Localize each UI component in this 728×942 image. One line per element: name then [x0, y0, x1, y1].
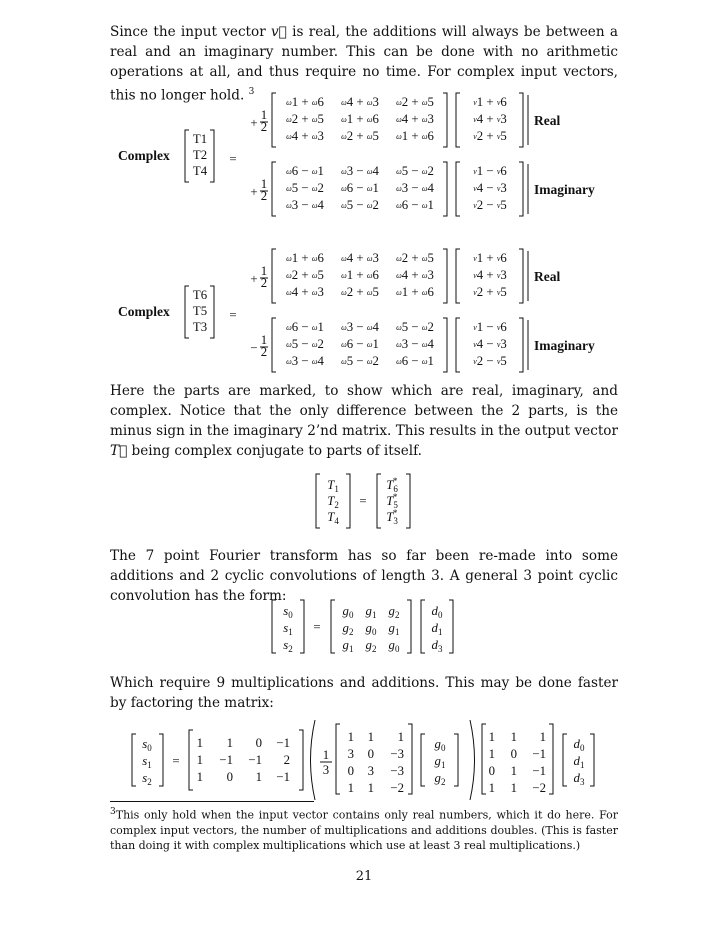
eq5-B-cell: 1 — [367, 781, 374, 795]
eq5-lhs-entry: $s_1$ — [142, 754, 152, 770]
eq4-matrix-cell: $g_1$ — [365, 604, 377, 620]
eq3-lhs-entry: $T_1$ — [327, 478, 339, 494]
eq5-lhs-left-bracket — [132, 734, 136, 786]
eq1-imaginary-sign: + — [250, 185, 258, 199]
eq5-B-cell: −3 — [390, 747, 404, 761]
eq4-vector-right-bracket — [449, 600, 453, 653]
paragraph-factoring: Which require 9 multiplications and additions. This may be done faster by factoring the matrix: — [110, 675, 618, 711]
eq3-rhs-entry: $T_5*$ — [386, 492, 398, 510]
eq2-imaginary-vector-cell: v1 − v6 — [473, 320, 507, 334]
eq4-lhs-left-bracket — [272, 600, 276, 653]
eq5-third-numerator: 1 — [322, 748, 330, 762]
eq1-lhs-entry: T1 — [192, 132, 208, 146]
eq2-lhs-entry: T6 — [192, 288, 208, 302]
eq1-real-half-numerator: 1 — [260, 108, 268, 122]
eq5-equals: = — [172, 754, 180, 768]
eq1-real-matrix-cell: ω2 + ω5 — [286, 112, 324, 126]
eq3-rhs-entry: $T_6*$ — [386, 476, 398, 494]
eq1-imaginary-vector-right-bracket — [519, 162, 523, 216]
eq2-real-vector-cell: v2 + v5 — [473, 285, 507, 299]
eq1-lhs-right-bracket — [210, 130, 214, 182]
eq2-real-vector-cell: v1 + v6 — [473, 251, 507, 265]
eq5-C-cell: −2 — [532, 781, 546, 795]
eq1-real-vector-cell: v4 + v3 — [473, 112, 507, 126]
eq5-B-left-bracket — [336, 724, 340, 794]
eq5-C-cell: −1 — [532, 764, 546, 778]
eq2-real-matrix-cell: ω2 + ω5 — [396, 251, 434, 265]
eq1-imaginary-half-numerator: 1 — [260, 177, 268, 191]
eq4-matrix-cell: $g_0$ — [388, 638, 400, 654]
eq5-C-cell: 1 — [510, 781, 517, 795]
eq1-real-matrix-cell: ω2 + ω5 — [396, 95, 434, 109]
eq2-real-vector-right-bracket — [519, 249, 523, 303]
eq5-C-cell: 1 — [510, 764, 517, 778]
eq5-g-entry: $g_2$ — [434, 771, 446, 787]
eq1-imaginary-matrix-cell: ω6 − ω1 — [286, 164, 324, 178]
eq2-complex-label: Complex — [118, 304, 170, 319]
eq4-matrix-left-bracket — [331, 600, 335, 653]
eq5-A-cell: −1 — [248, 753, 262, 767]
eq1-imaginary-matrix-cell: ω3 − ω4 — [396, 181, 434, 195]
eq1-real-matrix-left-bracket — [272, 93, 276, 147]
eq1-imaginary-matrix-right-bracket — [443, 162, 447, 216]
eq2-real-half-denominator: 2 — [260, 276, 268, 290]
eq1-real-matrix-cell: ω2 + ω5 — [341, 129, 379, 143]
eq4-lhs-entry: $s_0$ — [283, 604, 293, 620]
eq1-real-label: Real — [534, 113, 561, 128]
eq4-vector-entry: $d_1$ — [431, 621, 443, 637]
eq4-matrix-cell: $g_1$ — [388, 621, 400, 637]
eq3-lhs-entry: $T_4$ — [327, 510, 339, 526]
eq5-A-cell: −1 — [219, 753, 233, 767]
eq1-lhs-left-bracket — [185, 130, 189, 182]
eq1-real-vector-cell: v1 + v6 — [473, 95, 507, 109]
paragraph-parts — [110, 381, 618, 461]
eq2-imaginary-matrix-cell: ω6 − ω1 — [396, 354, 434, 368]
eq2-imaginary-vector-cell: v2 − v5 — [473, 354, 507, 368]
eq5-A-cell: 0 — [255, 736, 262, 750]
eq5-lhs-entry: $s_0$ — [142, 737, 152, 753]
eq5-B-cell: 0 — [347, 764, 354, 778]
eq2-real-matrix-left-bracket — [272, 249, 276, 303]
eq2-imaginary-matrix-cell: ω5 − ω2 — [341, 354, 379, 368]
eq5-third-denominator: 3 — [322, 763, 330, 777]
eq3-lhs-right-bracket — [346, 474, 350, 528]
eq4-lhs-entry: $s_1$ — [283, 621, 293, 637]
eq1-real-half-denominator: 2 — [260, 120, 268, 134]
eq5-A-cell: 2 — [283, 753, 290, 767]
eq1-imaginary-label: Imaginary — [534, 182, 595, 197]
eq3-rhs-entry: $T_3*$ — [386, 508, 398, 526]
eq4-matrix-cell: $g_1$ — [342, 638, 354, 654]
eq1-imaginary-vector-cell: v4 − v3 — [473, 181, 507, 195]
eq5-d-entry: $d_1$ — [573, 754, 585, 770]
eq2-lhs-entry: T5 — [192, 304, 208, 318]
eq3-rhs-left-bracket — [377, 474, 381, 528]
eq5-C-cell: 1 — [488, 747, 495, 761]
eq2-imaginary-matrix-cell: ω6 − ω1 — [286, 320, 324, 334]
eq4-vector-entry: $d_0$ — [431, 604, 443, 620]
eq4-matrix-cell: $g_2$ — [388, 604, 400, 620]
footnote — [110, 805, 618, 853]
eq1-imaginary-vector-cell: v1 − v6 — [473, 164, 507, 178]
eq5-A-cell: 0 — [226, 770, 233, 784]
page-number: 21 — [355, 869, 373, 884]
eq5-C-left-bracket — [482, 724, 486, 794]
eq2-imaginary-matrix-cell: ω5 − ω2 — [396, 320, 434, 334]
eq1-real-matrix-cell: ω1 + ω6 — [396, 129, 434, 143]
eq1-real-vector-right-bracket — [519, 93, 523, 147]
eq2-imaginary-label: Imaginary — [534, 338, 595, 353]
eq1-lhs-entry: T4 — [192, 164, 208, 178]
eq4-matrix-cell: $g_2$ — [342, 621, 354, 637]
eq1-real-matrix-cell: ω1 + ω6 — [341, 112, 379, 126]
eq4-lhs-right-bracket — [300, 600, 304, 653]
eq3-lhs-left-bracket — [316, 474, 320, 528]
eq2-real-vector-left-bracket — [456, 249, 460, 303]
eq1-real-matrix-cell: ω4 + ω3 — [341, 95, 379, 109]
eq5-B-cell: 3 — [347, 747, 354, 761]
eq1-real-matrix-cell: ω4 + ω3 — [396, 112, 434, 126]
footnote-mark: 3 — [110, 807, 116, 817]
eq5-lhs-entry: $s_2$ — [142, 771, 152, 787]
eq2-real-matrix-cell: ω1 + ω6 — [341, 268, 379, 282]
eq5-B-right-bracket — [408, 724, 412, 794]
eq1-real-vector-left-bracket — [456, 93, 460, 147]
paragraph-convolution: The 7 point Fourier transform has so far been re-made into some additions and 2 cyclic convolutions of length 3. A general 3 point cyclic convolution has the form: — [110, 548, 618, 604]
eq2-real-matrix-cell: ω4 + ω3 — [341, 251, 379, 265]
eq3-rhs-right-bracket — [406, 474, 410, 528]
eq2-imaginary-matrix-left-bracket — [272, 318, 276, 372]
eq2-imaginary-matrix-right-bracket — [443, 318, 447, 372]
eq5-A-right-bracket — [299, 730, 303, 790]
eq2-real-matrix-cell: ω4 + ω3 — [286, 285, 324, 299]
eq3-equals: = — [359, 494, 367, 508]
eq5-C-cell: 1 — [539, 730, 546, 744]
eq5-B-cell: 0 — [367, 747, 374, 761]
eq5-outer-left-paren — [311, 720, 316, 800]
eq5-lhs-right-bracket — [159, 734, 163, 786]
vector-v: v⃗ — [271, 24, 287, 40]
eq5-C-cell: 0 — [510, 747, 517, 761]
eq5-A-cell: 1 — [196, 753, 203, 767]
eq2-imaginary-half-denominator: 2 — [260, 345, 268, 359]
eq2-imaginary-matrix-cell: ω3 − ω4 — [396, 337, 434, 351]
eq4-matrix-cell: $g_0$ — [342, 604, 354, 620]
eq5-A-cell: 1 — [226, 736, 233, 750]
eq5-A-cell: −1 — [276, 736, 290, 750]
eq5-C-cell: 0 — [488, 764, 495, 778]
eq2-real-sign: + — [250, 272, 258, 286]
eq4-vector-left-bracket — [421, 600, 425, 653]
eq5-A-left-bracket — [189, 730, 193, 790]
eq2-imaginary-vector-right-bracket — [519, 318, 523, 372]
eq1-real-sign: + — [250, 116, 258, 130]
text: Here the parts are marked, to show which are real, imaginary, and complex. Notice that the only difference between the 2 parts, is the minus sign in the imaginary 2’nd matrix. This results in the output vector — [110, 383, 618, 439]
eq1-real-matrix-cell: ω4 + ω3 — [286, 129, 324, 143]
eq1-imaginary-matrix-cell: ω5 − ω2 — [396, 164, 434, 178]
eq2-imaginary-half-numerator: 1 — [260, 333, 268, 347]
eq5-d-entry: $d_3$ — [573, 771, 585, 787]
eq5-B-cell: 3 — [367, 764, 374, 778]
eq2-imaginary-vector-cell: v4 − v3 — [473, 337, 507, 351]
eq5-B-cell: −2 — [390, 781, 404, 795]
eq5-C-cell: 1 — [488, 781, 495, 795]
eq1-real-matrix-right-bracket — [443, 93, 447, 147]
eq2-real-half-numerator: 1 — [260, 264, 268, 278]
eq5-B-cell: 1 — [347, 781, 354, 795]
eq5-g-left-bracket — [421, 734, 425, 786]
eq1-imaginary-matrix-cell: ω6 − ω1 — [341, 181, 379, 195]
eq1-real-matrix-cell: ω1 + ω6 — [286, 95, 324, 109]
eq1-equals: = — [229, 152, 237, 166]
eq5-C-right-bracket — [549, 724, 553, 794]
eq5-A-cell: 1 — [196, 770, 203, 784]
eq2-real-label: Real — [534, 269, 561, 284]
eq2-real-vector-cell: v4 + v3 — [473, 268, 507, 282]
eq2-imaginary-matrix-cell: ω6 − ω1 — [341, 337, 379, 351]
eq5-g-right-bracket — [454, 734, 458, 786]
eq2-imaginary-sign: − — [250, 341, 258, 355]
eq5-B-cell: −3 — [390, 764, 404, 778]
eq1-imaginary-matrix-cell: ω3 − ω4 — [286, 198, 324, 212]
eq5-C-cell: 1 — [488, 730, 495, 744]
eq5-A-cell: −1 — [276, 770, 290, 784]
eq5-g-entry: $g_1$ — [434, 754, 446, 770]
eq2-real-matrix-right-bracket — [443, 249, 447, 303]
eq1-real-vector-cell: v2 + v5 — [473, 129, 507, 143]
text: being complex conjugate to parts of itself. — [127, 443, 422, 459]
eq2-imaginary-matrix-cell: ω3 − ω4 — [341, 320, 379, 334]
text: is real, the additions will always be between a real and an imaginary number. This can be done with no arithmetic operations at all, and thus require no time. For complex input vectors, this no longer hold. — [110, 24, 618, 104]
footnote-rule — [110, 801, 314, 802]
eq5-B-cell: 1 — [347, 730, 354, 744]
eq4-vector-entry: $d_3$ — [431, 638, 443, 654]
eq2-imaginary-vector-left-bracket — [456, 318, 460, 372]
eq2-real-matrix-cell: ω4 + ω3 — [396, 268, 434, 282]
eq5-d-left-bracket — [563, 734, 567, 786]
eq5-d-right-bracket — [590, 734, 594, 786]
eq1-imaginary-matrix-left-bracket — [272, 162, 276, 216]
eq5-A-cell: 1 — [196, 736, 203, 750]
eq5-d-entry: $d_0$ — [573, 737, 585, 753]
eq1-imaginary-vector-cell: v2 − v5 — [473, 198, 507, 212]
eq1-lhs-entry: T2 — [192, 148, 208, 162]
eq1-imaginary-matrix-cell: ω5 − ω2 — [341, 198, 379, 212]
eq5-B-cell: 1 — [367, 730, 374, 744]
eq1-imaginary-matrix-cell: ω6 − ω1 — [396, 198, 434, 212]
eq2-imaginary-matrix-cell: ω5 − ω2 — [286, 337, 324, 351]
eq1-imaginary-half-denominator: 2 — [260, 189, 268, 203]
eq2-real-matrix-cell: ω1 + ω6 — [286, 251, 324, 265]
eq5-g-entry: $g_0$ — [434, 737, 446, 753]
eq2-lhs-left-bracket — [185, 286, 189, 338]
eq5-C-cell: −1 — [532, 747, 546, 761]
eq2-real-matrix-cell: ω2 + ω5 — [341, 285, 379, 299]
eq4-equals: = — [313, 620, 321, 634]
footnote-ref: 3 — [248, 87, 255, 97]
eq2-real-matrix-cell: ω1 + ω6 — [396, 285, 434, 299]
eq4-lhs-entry: $s_2$ — [283, 638, 293, 654]
eq4-matrix-cell: $g_0$ — [365, 621, 377, 637]
eq1-imaginary-vector-left-bracket — [456, 162, 460, 216]
eq2-real-matrix-cell: ω2 + ω5 — [286, 268, 324, 282]
eq4-matrix-right-bracket — [407, 600, 411, 653]
eq5-A-cell: 1 — [255, 770, 262, 784]
eq1-complex-label: Complex — [118, 148, 170, 163]
eq1-imaginary-matrix-cell: ω5 − ω2 — [286, 181, 324, 195]
eq5-B-cell: 1 — [397, 730, 404, 744]
eq2-equals: = — [229, 308, 237, 322]
eq4-matrix-cell: $g_2$ — [365, 638, 377, 654]
text: Since the input vector — [110, 24, 271, 40]
eq3-lhs-entry: $T_2$ — [327, 494, 339, 510]
eq2-lhs-entry: T3 — [192, 320, 208, 334]
footnote-text: This only hold when the input vector contains only real numbers, which it do here. For complex input vectors, the number of multiplications and additions doubles. (This is faster than doing it with complex multiplications which use at least 3 real multiplications.) — [110, 808, 618, 852]
eq5-C-cell: 1 — [510, 730, 517, 744]
eq1-imaginary-matrix-cell: ω3 − ω4 — [341, 164, 379, 178]
vector-T: T⃗ — [110, 443, 128, 459]
eq5-outer-right-paren — [470, 720, 475, 800]
eq2-imaginary-matrix-cell: ω3 − ω4 — [286, 354, 324, 368]
eq2-lhs-right-bracket — [210, 286, 214, 338]
